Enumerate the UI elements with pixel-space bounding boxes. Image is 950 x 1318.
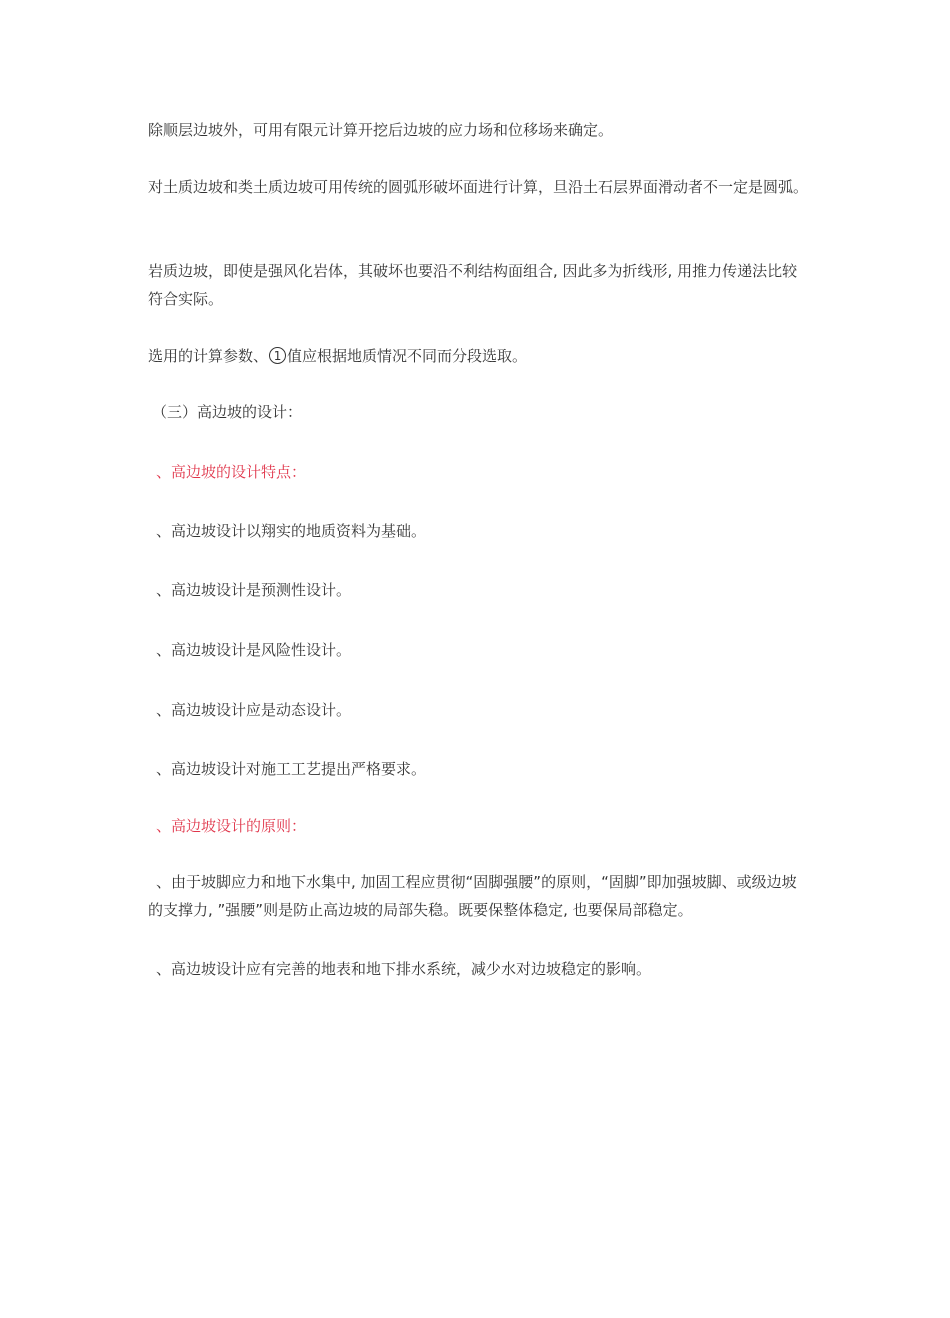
list-item-construction-requirements: 、高边坡设计对施工工艺提出严格要求。 bbox=[156, 760, 427, 778]
section-heading-high-slope-design: （三）高边坡的设计： bbox=[152, 403, 303, 421]
paragraph-finite-element: 除顺层边坡外，可用有限元计算开挖后边坡的应力场和位移场来确定。 bbox=[148, 121, 614, 139]
list-item-geological-data: 、高边坡设计以翔实的地质资料为基础。 bbox=[156, 522, 427, 540]
paragraph-parameters-before: 选用的计算参数、 bbox=[148, 347, 269, 365]
paragraph-rock-slope: 岩质边坡，即使是强风化岩体，其破坏也要沿不利结构面组合, 因此多为折线形, 用推力传递法比较符合实际。 bbox=[148, 262, 798, 308]
paragraph-parameters-after: 值应根据地质情况不同而分段选取。 bbox=[287, 347, 528, 365]
subheading-design-features: 、高边坡的设计特点： bbox=[156, 463, 307, 481]
circled-number-one: 1 bbox=[269, 347, 286, 364]
paragraph-soil-slope: 对土质边坡和类土质边坡可用传统的圆弧形破坏面进行计算，旦沿土石层界面滑动者不一定是圆弧。 bbox=[148, 178, 809, 196]
paragraph-parameters bbox=[148, 342, 808, 370]
subheading-design-principles: 、高边坡设计的原则： bbox=[156, 817, 307, 835]
list-item-drainage-system: 、高边坡设计应有完善的地表和地下排水系统，减少水对边坡稳定的影响。 bbox=[156, 960, 652, 978]
list-item-risk-design: 、高边坡设计是风险性设计。 bbox=[156, 641, 352, 659]
list-item-dynamic-design: 、高边坡设计应是动态设计。 bbox=[156, 701, 352, 719]
paragraph-reinforcement-principle: 、由于坡脚应力和地下水集中, 加固工程应贯彻“固脚强腰”的原则，“固脚”即加强坡脚、或级边坡的支撑力, ”强腰”则是防止高边坡的局部失稳。既要保整体稳定, 也要保局部稳定。 bbox=[148, 873, 797, 919]
list-item-predictive-design: 、高边坡设计是预测性设计。 bbox=[156, 581, 352, 599]
